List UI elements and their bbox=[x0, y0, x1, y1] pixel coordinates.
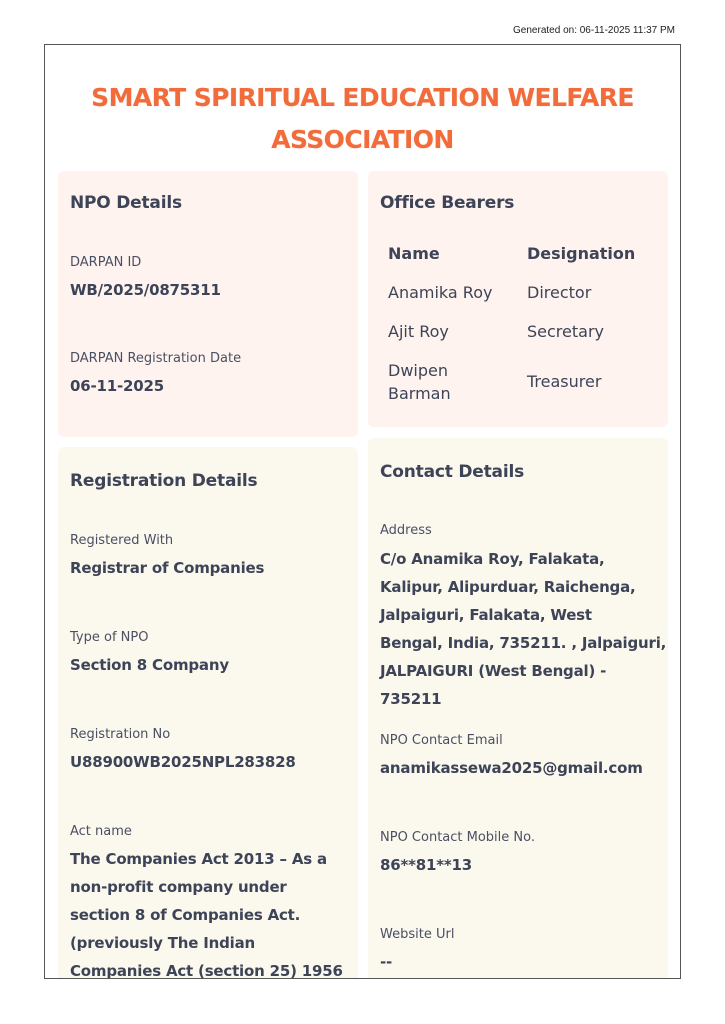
email-label: NPO Contact Email bbox=[380, 733, 503, 748]
bearer-name-line: Dwipen bbox=[388, 361, 448, 380]
registered-with-label: Registered With bbox=[70, 533, 174, 548]
npo-details-card bbox=[58, 171, 358, 437]
address-label: Address bbox=[380, 523, 432, 538]
darpan-reg-date-label: DARPAN Registration Date bbox=[70, 351, 242, 366]
office-bearers-card bbox=[368, 171, 668, 427]
title-line-1: SMART SPIRITUAL EDUCATION WELFARE bbox=[91, 83, 634, 112]
title-line-2: ASSOCIATION bbox=[271, 125, 454, 154]
act-name-line: non-profit company under bbox=[70, 878, 287, 896]
mobile-label: NPO Contact Mobile No. bbox=[380, 830, 535, 845]
bearer-designation: Treasurer bbox=[527, 372, 602, 391]
npo-type-value: Section 8 Company bbox=[70, 656, 229, 674]
contact-details-heading: Contact Details bbox=[380, 462, 524, 482]
npo-type-label: Type of NPO bbox=[70, 630, 149, 645]
generated-timestamp: Generated on: 06-11-2025 11:37 PM bbox=[513, 25, 675, 36]
darpan-id-value: WB/2025/0875311 bbox=[70, 281, 221, 299]
address-line: Jalpaiguri, Falakata, West bbox=[380, 606, 592, 624]
bearer-name bbox=[388, 359, 451, 405]
act-name-line: section 8 of Companies Act. bbox=[70, 906, 301, 924]
office-bearers-heading: Office Bearers bbox=[380, 193, 515, 213]
website-value: -- bbox=[380, 953, 393, 971]
document-frame bbox=[44, 44, 681, 979]
act-name-line: (previously The Indian bbox=[70, 934, 255, 952]
act-name-line: Companies Act (section 25) 1956 bbox=[70, 962, 343, 979]
address-line: JALPAIGURI (West Bengal) - 735211 bbox=[380, 662, 607, 708]
darpan-id-label: DARPAN ID bbox=[70, 255, 142, 270]
registered-with-value: Registrar of Companies bbox=[70, 559, 265, 577]
bearer-designation: Director bbox=[527, 283, 592, 302]
bearer-name-line: Barman bbox=[388, 384, 451, 403]
mobile-value: 86**81**13 bbox=[380, 856, 472, 874]
contact-details-card bbox=[368, 438, 668, 979]
bearer-name: Anamika Roy bbox=[388, 283, 493, 302]
registration-details-heading: Registration Details bbox=[70, 471, 258, 491]
address-line: Kalipur, Alipurduar, Raichenga, bbox=[380, 578, 636, 596]
col-header-designation: Designation bbox=[527, 244, 636, 263]
registration-no-label: Registration No bbox=[70, 727, 171, 742]
organization-title bbox=[45, 77, 680, 161]
darpan-reg-date-value: 06-11-2025 bbox=[70, 377, 164, 395]
address-line: C/o Anamika Roy, Falakata, bbox=[380, 550, 605, 568]
address-value bbox=[380, 545, 668, 713]
registration-no-value: U88900WB2025NPL283828 bbox=[70, 753, 296, 771]
act-name-line: The Companies Act 2013 – As a bbox=[70, 850, 327, 868]
email-value: anamikassewa2025@gmail.com bbox=[380, 759, 643, 777]
registration-details-card bbox=[58, 447, 358, 979]
bearer-designation: Secretary bbox=[527, 322, 604, 341]
col-header-name: Name bbox=[388, 244, 440, 263]
bearer-name: Ajit Roy bbox=[388, 322, 449, 341]
website-label: Website Url bbox=[380, 927, 455, 942]
address-line: Bengal, India, 735211. , Jalpaiguri, bbox=[380, 634, 667, 652]
npo-details-heading: NPO Details bbox=[70, 193, 182, 213]
act-name-label: Act name bbox=[70, 824, 132, 839]
act-name-value bbox=[70, 845, 343, 979]
